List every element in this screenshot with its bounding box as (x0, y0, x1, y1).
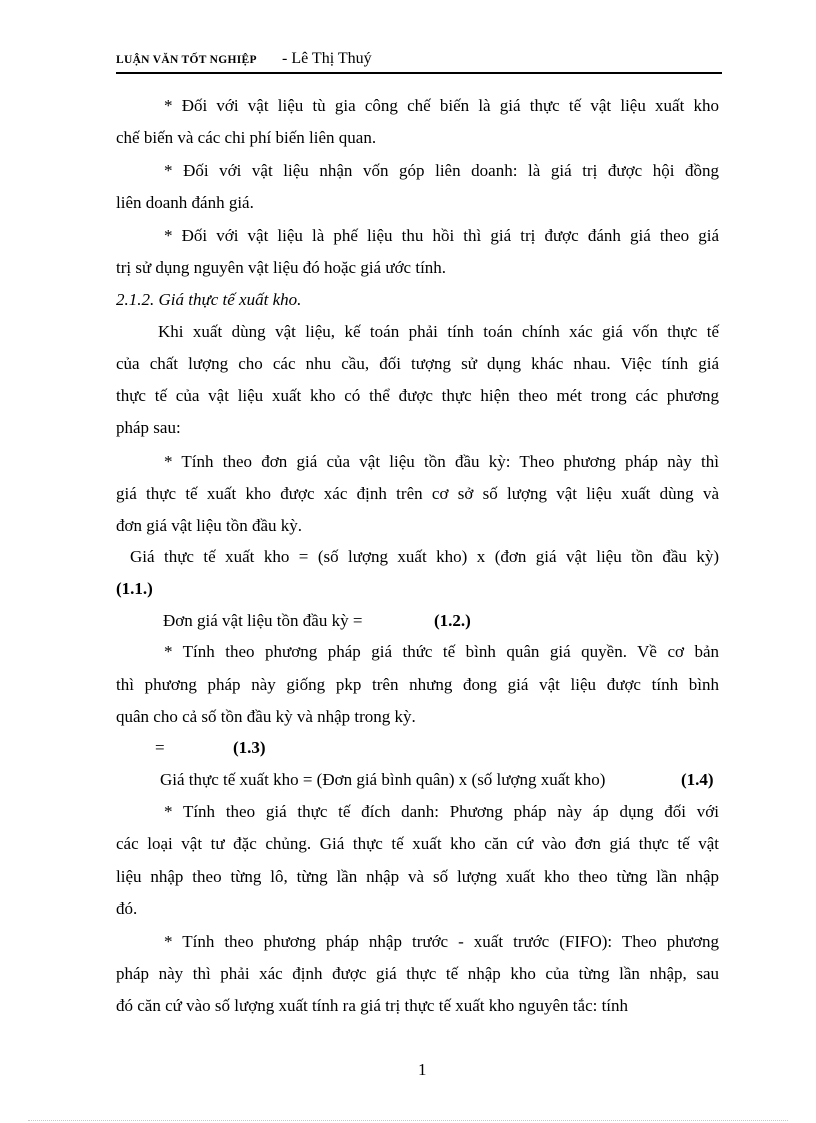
page-header (116, 48, 722, 74)
paragraph-line: * Đối với vật liệu nhận vốn góp liên doanh: là giá trị được hội đồng (164, 161, 719, 180)
paragraph-line: quân cho cả số tồn đầu kỳ và nhập trong kỳ. (116, 707, 416, 726)
formula-label: (1.1.) (116, 579, 153, 598)
paragraph-line: chế biến và các chi phí biến liên quan. (116, 128, 377, 147)
paragraph-line: các loại vật tư đặc chủng. Giá thực tế xuất kho căn cứ vào đơn giá thực tế vật (116, 834, 719, 853)
formula-label: (1.3) (233, 738, 266, 757)
paragraph-line: của chất lượng cho các nhu cầu, đối tượng sử dụng khác nhau. Việc tính giá (116, 354, 719, 373)
paragraph-line: pháp này thì phải xác định được giá thực tế nhập kho của từng lần nhập, sau (116, 964, 719, 983)
paragraph-line: liên doanh đánh giá. (116, 193, 254, 212)
header-author: - Lê Thị Thuý (282, 50, 372, 67)
paragraph-line: * Đối với vật liệu là phế liệu thu hồi thì giá trị được đánh giá theo giá (164, 226, 719, 245)
paragraph-line: thực tế của vật liệu xuất kho có thể được thực hiện theo mét trong các phương (116, 386, 719, 405)
page-number: 1 (418, 1060, 427, 1079)
formula-line: = (155, 738, 165, 757)
formula-label: (1.4) (681, 770, 714, 789)
paragraph-line: thì phương pháp này giống pkp trên nhưng đong giá vật liệu được tính bình (116, 675, 719, 694)
paragraph-line: trị sử dụng nguyên vật liệu đó hoặc giá ước tính. (116, 258, 447, 277)
section-heading: 2.1.2. Giá thực tế xuất kho. (116, 290, 302, 309)
formula-line: Giá thực tế xuất kho = (Đơn giá bình quân) x (số lượng xuất kho) (160, 770, 606, 789)
header-brand: LUẬN VĂN TỐT NGHIỆP (116, 54, 257, 66)
paragraph-line: liệu nhập theo từng lô, từng lần nhập và số lượng xuất kho theo từng lần nhập (116, 867, 719, 886)
paragraph-line: Khi xuất dùng vật liệu, kế toán phải tính toán chính xác giá vốn thực tế (158, 322, 719, 341)
paragraph-line: * Tính theo phương pháp nhập trước - xuất trước (FIFO): Theo phương (164, 932, 719, 951)
paragraph-line: * Tính theo phương pháp giá thức tế bình quân giá quyền. Về cơ bản (164, 642, 719, 661)
paragraph-line: đơn giá vật liệu tồn đầu kỳ. (116, 516, 303, 535)
paragraph-line: giá thực tế xuất kho được xác định trên cơ sở số lượng vật liệu xuất dùng và (116, 484, 719, 503)
formula-line: Giá thực tế xuất kho = (số lượng xuất kho) x (đơn giá vật liệu tồn đầu kỳ) (130, 547, 719, 566)
formula-label: (1.2.) (434, 611, 471, 630)
paragraph-line: đó căn cứ vào số lượng xuất tính ra giá trị thực tế xuất kho nguyên tắc: tính (116, 996, 629, 1015)
paragraph-line: * Đối với vật liệu tù gia công chế biến là giá thực tế vật liệu xuất kho (164, 96, 719, 115)
paragraph-line: đó. (116, 899, 138, 918)
footer-divider (28, 1120, 788, 1121)
paragraph-line: * Tính theo đơn giá của vật liệu tồn đầu kỳ: Theo phương pháp này thì (164, 452, 719, 471)
paragraph-line: * Tính theo giá thực tế đích danh: Phương pháp này áp dụng đối với (164, 802, 719, 821)
formula-line: Đơn giá vật liệu tồn đầu kỳ = (163, 611, 363, 630)
paragraph-line: pháp sau: (116, 418, 181, 437)
